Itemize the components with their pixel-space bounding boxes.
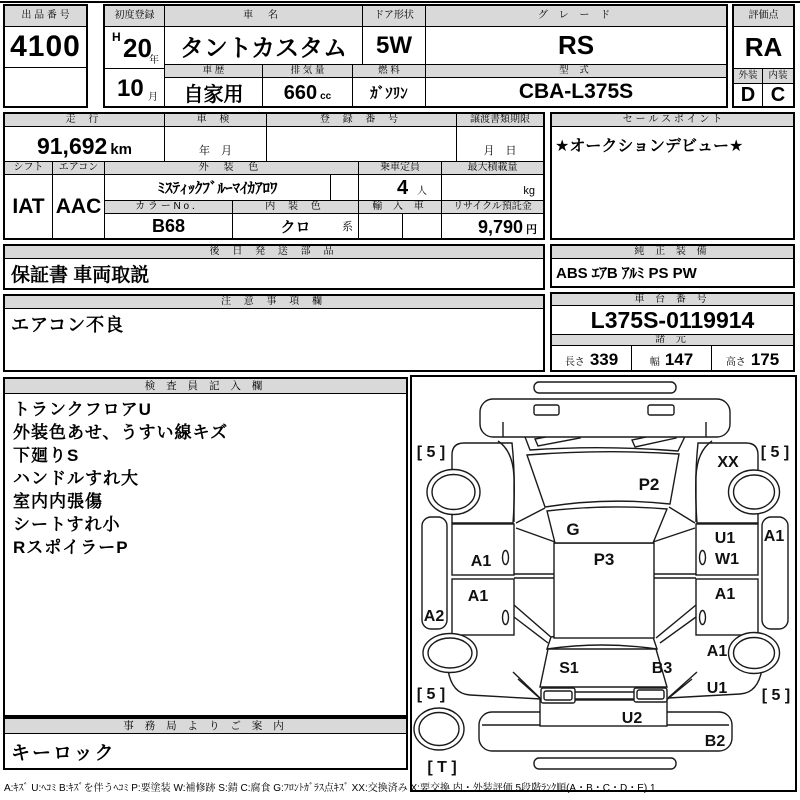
interior-grade-value: C: [770, 84, 786, 106]
front-plate-strip: [534, 382, 676, 393]
fuel-header: 燃 料: [353, 64, 426, 78]
damage-marker: U2: [621, 710, 643, 727]
capacity-unit: 人: [417, 186, 427, 197]
exterior-color-header: 外 装 色: [105, 162, 359, 175]
mileage-unit: km: [110, 141, 133, 158]
sales-point-value: ★オークションデビュー★: [555, 137, 744, 155]
damage-marker: [ 5 ]: [761, 687, 791, 704]
office-info-header: 事 務 局 よ り ご 案 内: [5, 719, 406, 734]
month-unit: 月: [148, 92, 158, 103]
interior-color-cell: [233, 214, 359, 238]
mileage-header: 走 行: [5, 114, 165, 127]
wheel-rear-left-inner: [428, 638, 472, 668]
shift-value: IAT: [5, 175, 53, 238]
exterior-grade-header: 外装: [734, 68, 763, 84]
later-parts-value: 保証書 車両取説: [11, 265, 150, 286]
damage-marker: G: [566, 520, 580, 539]
car-diagram-box: [410, 375, 797, 792]
color-no-header: カ ラ ー N o ．: [105, 201, 233, 214]
inspector-note-line: 外装色あせ、うすい線キズ: [13, 423, 229, 442]
lot-number-empty-cell: [5, 67, 86, 106]
inspector-notes-box: [3, 377, 408, 717]
caution-box: [3, 294, 545, 372]
width-value: 147: [664, 350, 694, 369]
damage-marker: A1: [763, 528, 785, 545]
import-header: 輸 入 車: [359, 201, 442, 214]
capacity-value: 4: [397, 177, 409, 199]
inspector-note-line: 下廻りS: [13, 446, 80, 465]
mileage-value-cell: [5, 127, 165, 162]
score-box: [732, 4, 795, 108]
damage-marker: P3: [593, 550, 615, 569]
shaken-header: 車 検: [165, 114, 267, 127]
exterior-color-value: ﾐｽﾃｨｯｸﾌﾞﾙｰﾏｲｶｱﾛﾜ: [105, 175, 331, 201]
capacity-value-cell: [359, 175, 442, 201]
damage-marker: S1: [559, 660, 579, 677]
aircon-value: AAC: [53, 175, 105, 238]
windshield-band: [547, 507, 667, 543]
length-label: 長さ: [564, 357, 585, 368]
interior-color-header: 内 装 色: [233, 201, 359, 214]
import-value-cell-2: [403, 214, 442, 238]
era-mark: H: [112, 30, 121, 44]
height-value: 175: [750, 350, 780, 369]
legend-text: A:ｷｽﾞ U:ﾍｺﾐ B:ｷｽﾞを伴うﾍｺﾐ P:要塗装 W:補修跡 S:錆 C:腐食 G:ﾌﾛﾝﾄｶﾞﾗｽ点ｷｽﾞ XX:交換済み X:要交換 内・外装評価 5段階ﾗﾝｸ順(A・B・C・D・E) 1: [4, 783, 656, 794]
width-cell: [632, 346, 712, 370]
door-shape-header: ドア形状: [363, 6, 426, 27]
genuine-equipment-header: 純 正 装 備: [552, 246, 793, 259]
rear-plate-strip: [534, 758, 676, 769]
transfer-deadline-header: 譲渡書類期限: [457, 114, 543, 127]
inspector-note-line: ハンドルすれ大: [13, 469, 139, 488]
displacement-value: 660: [283, 82, 318, 104]
inspector-notes-list: [5, 398, 406, 711]
width-label: 幅: [649, 357, 660, 368]
damage-marker: U1: [706, 680, 728, 697]
car-top-view-diagram: [412, 377, 795, 790]
damage-marker: [ 5 ]: [416, 686, 446, 703]
rear-garnish-right-inner: [637, 690, 664, 699]
history-header: 車 歴: [165, 64, 263, 78]
chassis-value: L375S-0119914: [590, 306, 755, 333]
dimensions-header: 諸 元: [552, 334, 793, 346]
left-quarter-lower-line: [448, 670, 541, 699]
max-load-header: 最大積載量: [442, 162, 543, 175]
exterior-grade-value: D: [734, 84, 763, 106]
car-outline: [414, 382, 791, 769]
grade-value: RS: [557, 30, 595, 60]
damage-marker: A1: [714, 586, 736, 603]
wheel-front-left-inner: [432, 475, 475, 510]
inspector-note-line: トランクフロアU: [13, 400, 152, 419]
first-registration-month: 10: [117, 75, 144, 102]
damage-marker: [ T ]: [427, 759, 457, 776]
door-shape-value: 5W: [363, 27, 426, 64]
wheel-front-right-inner: [734, 475, 775, 509]
inspector-notes-header: 検 査 員 記 入 欄: [5, 379, 406, 394]
recycle-value-cell: [442, 214, 543, 238]
height-label: 高さ: [725, 357, 746, 368]
genuine-equipment-value: ABS ｴｱB ｱﾙﾐ PS PW: [556, 265, 697, 282]
rear-garnish-links: [575, 692, 634, 699]
inspector-note-line: 室内内張傷: [13, 492, 103, 511]
damage-marker: U1: [714, 530, 736, 547]
recycle-unit: 円: [526, 224, 537, 236]
registration-number-value: [267, 127, 457, 162]
vehicle-detail-table: [3, 112, 545, 240]
tailgate-lower-panel: [540, 700, 667, 726]
history-value: 自家用: [165, 78, 263, 106]
exterior-color-sub-cell: [331, 175, 359, 201]
damage-marker: P2: [638, 475, 660, 494]
year-unit: 年: [149, 55, 159, 66]
displacement-unit: cc: [320, 91, 332, 102]
left-front-door-handle: [503, 551, 509, 565]
fuel-value: ｶﾞｿﾘﾝ: [353, 78, 426, 106]
length-value: 339: [589, 350, 619, 369]
lot-number-header: 出 品 番 号: [5, 6, 86, 27]
sales-point-box: [550, 112, 795, 240]
office-info-box: [3, 717, 408, 770]
lot-number-box: [3, 4, 88, 108]
interior-color-suffix: 系: [342, 221, 353, 233]
shaken-value: 年 月: [165, 127, 267, 162]
car-name-header: 車 名: [165, 6, 363, 27]
later-parts-header: 後 日 発 送 部 品: [5, 246, 543, 259]
capacity-header: 乗車定員: [359, 162, 442, 175]
max-load-unit: kg: [523, 185, 535, 197]
right-rear-door-handle: [700, 611, 706, 625]
displacement-value-cell: [263, 78, 353, 106]
recycle-value: 9,790: [477, 217, 523, 237]
model-code-header: 型 式: [426, 64, 726, 78]
model-code-value: CBA-L375S: [518, 80, 634, 103]
damage-marker: A2: [423, 608, 445, 625]
interior-grade-header: 内装: [763, 68, 793, 84]
damage-marker: [ 5 ]: [416, 444, 446, 461]
vehicle-header-table: [103, 4, 728, 108]
damage-marker: [ 5 ]: [760, 444, 790, 461]
damage-marker: B3: [651, 660, 673, 677]
registration-number-header: 登 録 番 号: [267, 114, 457, 127]
sheet-top-border: [0, 1, 800, 3]
mileage-value: 91,692: [36, 133, 108, 159]
wheel-rear-right-inner: [734, 638, 775, 669]
lot-number-value: 4100: [10, 30, 81, 63]
length-cell: [552, 346, 632, 370]
damage-marker: A1: [467, 588, 489, 605]
first-registration-year: 20: [123, 33, 152, 63]
shift-header: シフト: [5, 162, 53, 175]
first-registration-year-cell: [105, 27, 165, 68]
caution-header: 注 意 事 項 欄: [5, 296, 543, 309]
front-bumper-detail-left: [534, 405, 559, 415]
score-value: RA: [744, 32, 783, 62]
interior-color-value: クロ: [280, 218, 311, 236]
aircon-header: エアコン: [53, 162, 105, 175]
later-parts-box: [3, 244, 545, 290]
damage-marker: B2: [704, 733, 726, 750]
damage-marker: XX: [717, 454, 739, 471]
front-bumper-shape: [480, 399, 730, 437]
office-info-value: キーロック: [11, 742, 116, 764]
max-load-value-cell: [442, 175, 543, 201]
right-front-door-handle: [700, 551, 706, 565]
import-value-cell-1: [359, 214, 403, 238]
caution-value: エアコン不良: [11, 315, 125, 335]
score-header: 評価点: [734, 6, 793, 27]
displacement-header: 排 気 量: [263, 64, 353, 78]
left-rear-door-handle: [503, 611, 509, 625]
car-name-value: タントカスタム: [165, 27, 363, 64]
inspector-note-line: シートすれ小: [13, 515, 121, 534]
first-registration-month-cell: [105, 68, 165, 106]
damage-marker: W1: [715, 551, 739, 568]
chassis-box: [550, 292, 795, 372]
rear-garnish-left-inner: [544, 691, 572, 700]
damage-marker: A1: [706, 643, 728, 660]
genuine-equipment-box: [550, 244, 795, 288]
color-no-value: B68: [105, 214, 233, 238]
front-bumper-detail-right: [648, 405, 674, 415]
first-registration-header: 初度登録: [105, 6, 165, 27]
transfer-deadline-value: 月 日: [457, 127, 543, 162]
height-cell: [712, 346, 793, 370]
grade-header: グ レ ー ド: [426, 6, 726, 27]
recycle-header: リサイクル預託金: [442, 201, 543, 214]
inspector-note-line: RスポイラーP: [13, 538, 129, 557]
spare-tire-inner: [419, 713, 459, 746]
damage-marker: A1: [470, 553, 492, 570]
chassis-header: 車 台 番 号: [552, 294, 793, 306]
sales-point-header: セ ー ル ス ポ イ ン ト: [552, 114, 793, 127]
